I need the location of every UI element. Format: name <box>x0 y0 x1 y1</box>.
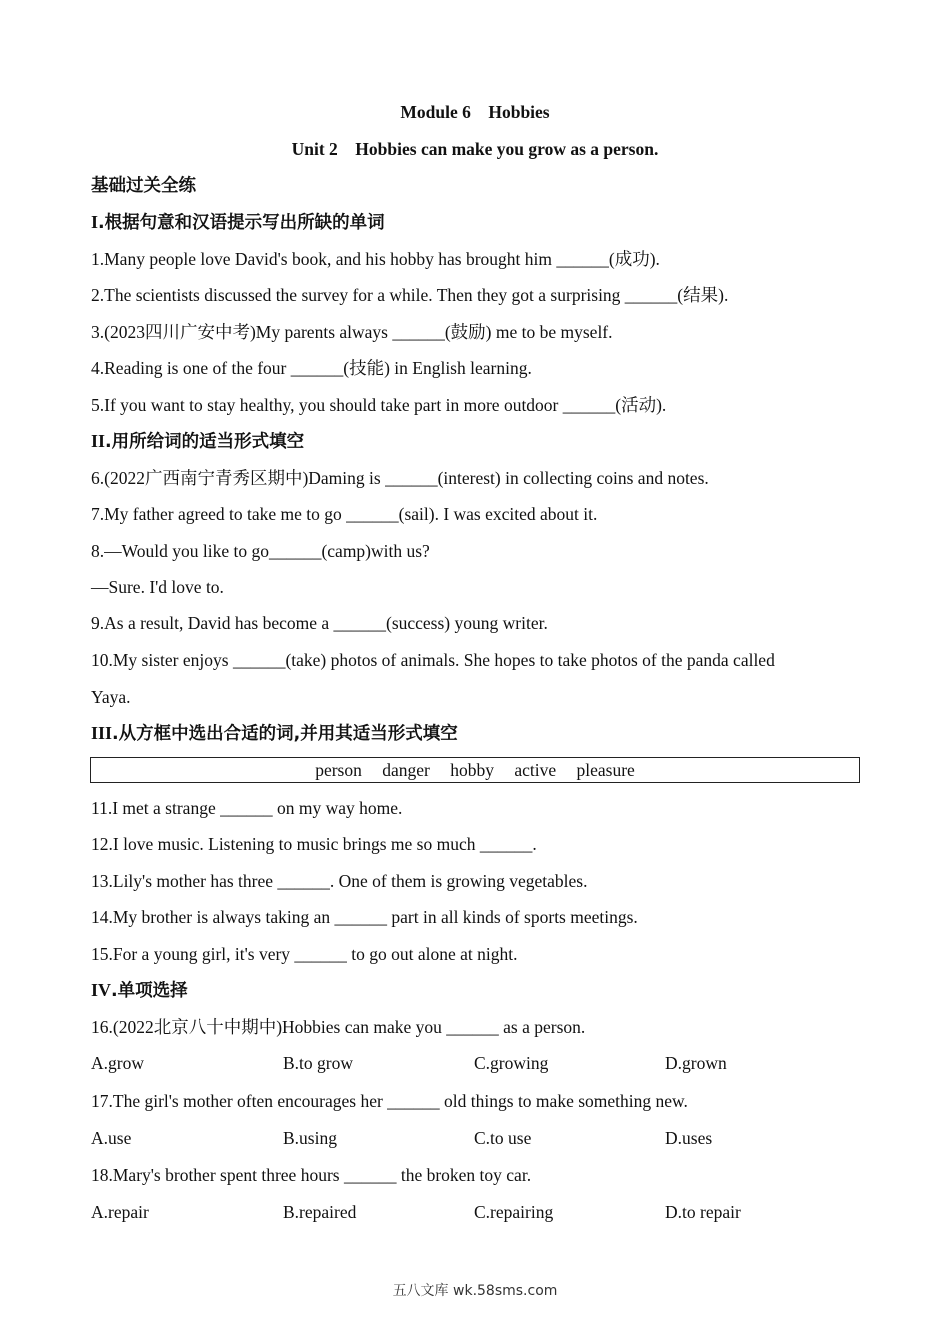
question-3: 3.(2023四川广安中考)My parents always ______(鼓励) me to be myself. <box>91 322 613 342</box>
option-b: B.repaired <box>283 1202 357 1222</box>
question-11: 11.I met a strange ______ on my way home. <box>91 798 403 818</box>
question-4: 4.Reading is one of the four ______(技能) in English learning. <box>91 358 532 378</box>
option-b: B.using <box>283 1128 337 1148</box>
option-a: A.grow <box>91 1053 144 1073</box>
question-2: 2.The scientists discussed the survey for a while. Then they got a surprising ______(结果). <box>91 285 729 305</box>
question-12: 12.I love music. Listening to music brings me so much ______. <box>91 834 537 854</box>
question-10-cont: Yaya. <box>91 687 131 707</box>
question-13: 13.Lily's mother has three ______. One of them is growing vegetables. <box>91 871 588 891</box>
question-6: 6.(2022广西南宁青秀区期中)Daming is ______(interest) in collecting coins and notes. <box>91 468 709 488</box>
question-10: 10.My sister enjoys ______(take) photos of animals. She hopes to take photos of the panda called <box>91 650 775 670</box>
part2-roman: II <box>91 431 106 451</box>
word-box-item: person <box>315 760 362 780</box>
part2-heading <box>91 430 304 453</box>
question-1: 1.Many people love David's book, and his hobby has brought him ______(成功). <box>91 249 660 269</box>
footer-watermark: 五八文库 wk.58sms.com <box>392 1283 558 1299</box>
part4-heading-text: .单项选择 <box>111 981 188 1001</box>
question-5: 5.If you want to stay healthy, you should take part in more outdoor ______(活动). <box>91 395 667 415</box>
question-16: 16.(2022北京八十中期中)Hobbies can make you ______ as a person. <box>91 1017 586 1037</box>
option-d: D.grown <box>665 1053 727 1073</box>
option-c: C.to use <box>474 1128 532 1148</box>
option-d: D.uses <box>665 1128 713 1148</box>
part1-heading <box>91 211 385 234</box>
word-box-item: active <box>514 760 557 780</box>
question-18: 18.Mary's brother spent three hours ______ the broken toy car. <box>91 1165 532 1185</box>
page-title: Module 6 Hobbies <box>400 102 550 122</box>
option-c: C.growing <box>474 1053 549 1073</box>
option-c: C.repairing <box>474 1202 554 1222</box>
question-7: 7.My father agreed to take me to go ______(sail). I was excited about it. <box>91 504 598 524</box>
option-a: A.use <box>91 1128 132 1148</box>
part3-heading-text: .从方框中选出合适的词,并用其适当形式填空 <box>112 724 458 744</box>
word-box-item: hobby <box>450 760 494 780</box>
question-8-answer: —Sure. I'd love to. <box>91 577 224 597</box>
word-box <box>90 757 860 783</box>
part1-heading-text: .根据句意和汉语提示写出所缺的单词 <box>98 213 385 233</box>
question-14: 14.My brother is always taking an ______ part in all kinds of sports meetings. <box>91 907 638 927</box>
part3-heading <box>91 722 458 745</box>
question-8: 8.—Would you like to go______(camp)with us? <box>91 541 430 561</box>
word-box-item: danger <box>382 760 430 780</box>
part1-roman: I <box>91 212 99 232</box>
question-9: 9.As a result, David has become a ______(success) young writer. <box>91 613 548 633</box>
question-15: 15.For a young girl, it's very ______ to go out alone at night. <box>91 944 518 964</box>
part2-heading-text: .用所给词的适当形式填空 <box>105 432 305 452</box>
part3-roman: III <box>91 723 113 743</box>
word-box-item: pleasure <box>576 760 635 780</box>
option-d: D.to repair <box>665 1202 741 1222</box>
part4-roman: IV <box>91 980 112 1000</box>
option-a: A.repair <box>91 1202 149 1222</box>
question-17: 17.The girl's mother often encourages her ______ old things to make something new. <box>91 1091 688 1111</box>
section-title: 基础过关全练 <box>91 176 196 196</box>
option-b: B.to grow <box>283 1053 353 1073</box>
page-subtitle: Unit 2 Hobbies can make you grow as a person. <box>291 139 659 159</box>
part4-heading <box>91 979 188 1002</box>
